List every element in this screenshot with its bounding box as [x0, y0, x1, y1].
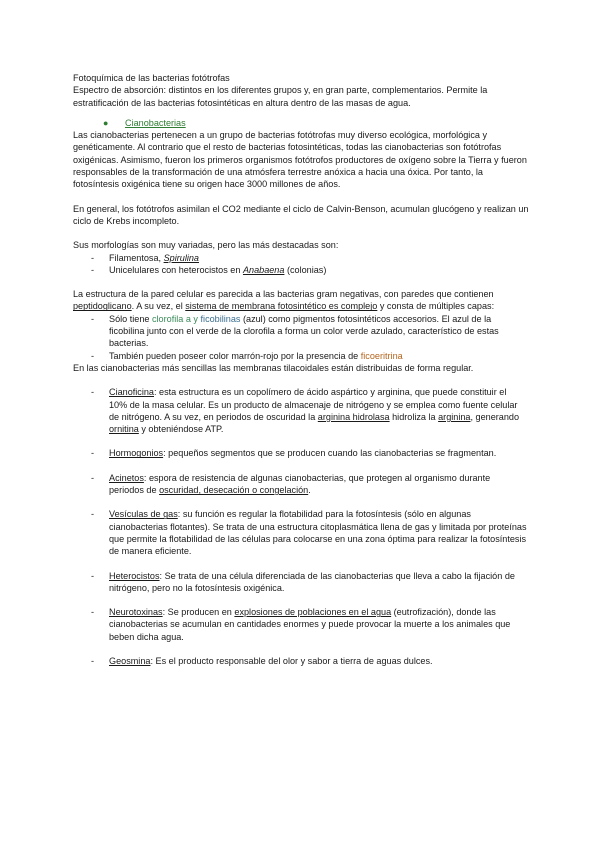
- definition-acinetos: - Acinetos: espora de resistencia de algunas cianobacterias, que protegen al organismo durante periodos de oscuridad, desecación o congelación.: [91, 472, 491, 496]
- list-item: - También pueden poseer color marrón-rojo por la presencia de ficoeritrina: [91, 350, 403, 361]
- definitions-list: [73, 386, 529, 667]
- intro-paragraph: Espectro de absorción: distintos en los diferentes grupos y, en gran parte, complementarios. Permite la estratificación de las bacterias fotosintéticas en altura dentro de las masas de agua.: [73, 85, 488, 108]
- dash-marker: -: [91, 313, 95, 324]
- morph-text: Filamentosa,: [109, 252, 164, 263]
- dash-marker: -: [91, 252, 95, 263]
- term-membrana: sistema de membrana fotosintético es complejo: [185, 301, 378, 312]
- list-item: [91, 252, 529, 264]
- morph-genus: Spirulina: [163, 252, 199, 263]
- list-item: [91, 264, 529, 276]
- list-item: - Sólo tiene clorofila a y ficobilinas (azul) como pigmentos fotosintéticos accesorios. El azul de la ficobilina junto con el verde de la clorofila a forma un color verde azulado, característico de estas bacterias.: [91, 313, 499, 349]
- term-neurotoxinas: Neurotoxinas: [109, 607, 163, 618]
- morphology-intro: Sus morfologías son muy variadas, pero las más destacadas son:: [73, 240, 339, 251]
- term-acinetos: Acinetos: [109, 472, 144, 483]
- paragraph-description: Las cianobacterias pertenecen a un grupo de bacterias fotótrofas muy diverso ecológica, morfológica y genéticamente. Al contrario que el resto de bacterias fotosintéticas, todas las cianobacterias son fotótrofas oxigénicas. Asimismo, fueron los primeros organismos fotótrofos productores de oxígeno sobre la Tierra y fueron responsables de la transformación de una atmósfera terrestre anóxica a hacia una óxica. Por tanto, la fotosíntesis oxigénica tiene su origen hace 3000 millones de años.: [73, 130, 527, 190]
- doc-title: Fotoquímica de las bacterias fotótrofas: [73, 73, 230, 83]
- section-heading-cianobacterias[interactable]: Cianobacterias: [125, 117, 186, 128]
- term-peptidoglicano: peptidoglicano: [73, 301, 132, 312]
- morph-text: Unicelulares con heterocistos en: [109, 264, 243, 275]
- term-vesiculas-de-gas: Vesículas de gas: [109, 509, 178, 520]
- definition-heterocistos: - Heterocistos: Se trata de una célula diferenciada de las cianobacterias que lleva a cabo la fijación de nitrógeno, pero no la fotosíntesis oxigénica.: [91, 570, 515, 593]
- term-clorofila: clorofila a: [151, 313, 191, 324]
- term-hormogonios: Hormogonios: [109, 448, 164, 459]
- term-cianoficina: Cianoficina: [109, 387, 154, 398]
- morph-genus: Anabaena: [242, 264, 285, 275]
- definition-cianoficina: - Cianoficina: esta estructura es un copolímero de ácido aspártico y arginina, que puede constituir el 10% de la masa celular. Es un producto de almacenaje de nitrógeno y se emplea como fuente celular de nitrógeno. A su vez, en periodos de oscuridad la arginina hidrolasa hidroliza la arginina, generando ornitina y obteniéndose ATP.: [91, 387, 520, 435]
- definition-neurotoxinas: - Neurotoxinas: Se producen en explosiones de poblaciones en el agua (eutrofización), donde las cianobacterias se acumulan en cantidades enormes y puede provocar la muerte a los animales que beben dicha agua.: [91, 607, 511, 642]
- term-heterocistos: Heterocistos: [109, 570, 160, 581]
- definition-vesiculas: - Vesículas de gas: su función es regular la flotabilidad para la fotosíntesis (sólo en algunas cianobacterias flotantes). Se trata de una estructura citoplasmática llena de gas y limitada por proteínas que permite la flotabilidad de las células para colocarse en una zona óptima para realizar la fotosíntesis de manera eficiente.: [91, 509, 527, 557]
- term-geosmina: Geosmina: [109, 655, 151, 666]
- morph-text: (colonias): [284, 264, 327, 275]
- term-ficobilinas: ficobilinas: [200, 313, 241, 324]
- dash-marker: -: [91, 264, 95, 275]
- paragraph-tilacoides: En las cianobacterias más sencillas las membranas tilacoidales están distribuidas de forma regular.: [73, 362, 474, 373]
- definition-hormogonios: - Hormogonios: pequeños segmentos que se producen cuando las cianobacterias se fragmentan.: [91, 448, 497, 459]
- definition-geosmina: - Geosmina: Es el producto responsable del olor y sabor a tierra de aguas dulces.: [91, 655, 433, 666]
- paragraph-metabolism: En general, los fotótrofos asimilan el CO2 mediante el ciclo de Calvin-Benson, acumulan glucógeno y realizan un ciclo de Krebs incompleto.: [73, 203, 529, 226]
- paragraph-wall: La estructura de la pared celular es parecida a las bacterias gram negativas, con paredes que contienen peptidoglicano. A su vez, el sistema de membrana fotosintético es complejo y consta de múltiples capas:: [73, 289, 495, 312]
- document-page: [73, 72, 529, 667]
- term-ficoeritrina: ficoeritrina: [360, 350, 403, 361]
- section-bullet: [103, 117, 529, 129]
- dash-marker: -: [91, 350, 95, 361]
- bullet-dot: ●: [103, 117, 109, 128]
